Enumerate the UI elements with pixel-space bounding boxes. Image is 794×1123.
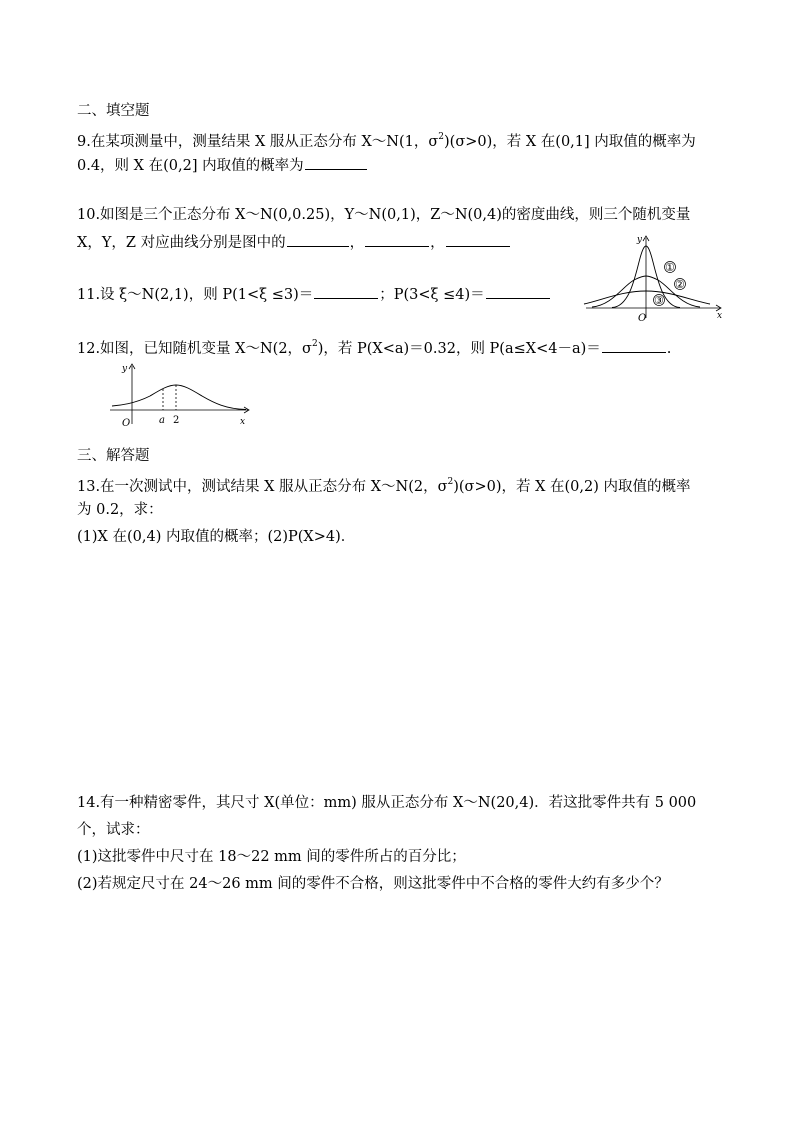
q13-text-a: 13.在一次测试中，测试结果 X 服从正态分布 X～N(2，σ — [77, 478, 448, 495]
question-13-line-2: 为 0.2，求： — [77, 502, 163, 518]
x-axis-label: x — [717, 311, 723, 321]
x-axis-label: x — [240, 417, 246, 427]
answer-blank-x — [287, 232, 349, 247]
answer-blank — [486, 284, 550, 299]
question-11 — [77, 284, 551, 305]
separator: ， — [349, 235, 365, 251]
question-10-line-1: 10.如图是三个正态分布 X～N(0,0.25)，Y～N(0,1)，Z～N(0,4)的密度曲线，则三个随机变量 — [77, 207, 691, 223]
q11-text-b: ；P(3<ξ ≤4)＝ — [379, 287, 485, 303]
answer-blank — [314, 284, 378, 299]
question-14-line-2: 个，试求： — [77, 822, 150, 838]
y-axis-label: y — [636, 235, 642, 245]
tick-label-2: 2 — [173, 415, 180, 426]
answer-blank-y — [365, 232, 429, 247]
separator: ， — [430, 235, 445, 251]
question-10-line-2 — [77, 232, 511, 253]
answer-blank — [602, 338, 666, 353]
q12-text-b: )，若 P(X<a)＝0.32，则 P(a≤X<4－a)＝ — [317, 340, 601, 357]
answer-blank-z — [446, 232, 510, 247]
origin-label: O — [638, 313, 647, 324]
question-13-line-1 — [77, 473, 691, 497]
q11-text-a: 11.设 ξ～N(2,1)，则 P(1<ξ ≤3)＝ — [77, 287, 314, 303]
y-axis-label: y — [122, 364, 128, 374]
superscript-2: 2 — [311, 339, 318, 349]
question-13-line-3: (1)X 在(0,4) 内取值的概率；(2)P(X>4)． — [77, 529, 356, 545]
superscript-2: 2 — [438, 132, 445, 142]
question-9-line-1 — [77, 128, 696, 152]
superscript-2: 2 — [447, 477, 454, 487]
question-14-line-3: (1)这批零件中尺寸在 18～22 mm 间的零件所占的百分比； — [77, 849, 466, 865]
question-9-line-2 — [77, 155, 368, 176]
q9-text-c: 0.4，则 X 在(0,2] 内取值的概率为 — [77, 158, 304, 174]
curve-label-3: ③ — [654, 294, 664, 307]
curve-label-1: ① — [665, 261, 675, 274]
q9-text-a: 9.在某项测量中，测量结果 X 服从正态分布 X～N(1，σ — [77, 133, 439, 150]
curve-label-2: ② — [675, 278, 685, 291]
question-14-line-4: (2)若规定尺寸在 24～26 mm 间的零件不合格，则这批零件中不合格的零件大约有多少个？ — [77, 876, 669, 892]
curve-3 — [584, 291, 710, 304]
section-answer-heading: 三、解答题 — [77, 448, 150, 464]
q10-text: X，Y，Z 对应曲线分别是图中的 — [77, 235, 286, 251]
q9-text-b: )(σ>0)，若 X 在(0,1] 内取值的概率为 — [444, 133, 696, 150]
q12-text-a: 12.如图，已知随机变量 X～N(2，σ — [77, 340, 312, 357]
q13-text-b: )(σ>0)，若 X 在(0,2) 内取值的概率 — [453, 478, 691, 495]
origin-label: O — [122, 418, 131, 429]
figure-normal-curve-mean-2 — [106, 360, 254, 432]
question-14-line-1: 14.有一种精密零件，其尺寸 X(单位：mm) 服从正态分布 X～N(20,4)．若这批零件共有 5 000 — [77, 795, 697, 811]
question-12 — [77, 335, 671, 359]
tick-label-a: a — [159, 415, 165, 426]
figure-three-normal-curves — [582, 232, 726, 324]
section-fill-in-heading: 二、填空题 — [77, 103, 150, 119]
answer-blank — [305, 155, 367, 170]
period: . — [666, 340, 672, 357]
